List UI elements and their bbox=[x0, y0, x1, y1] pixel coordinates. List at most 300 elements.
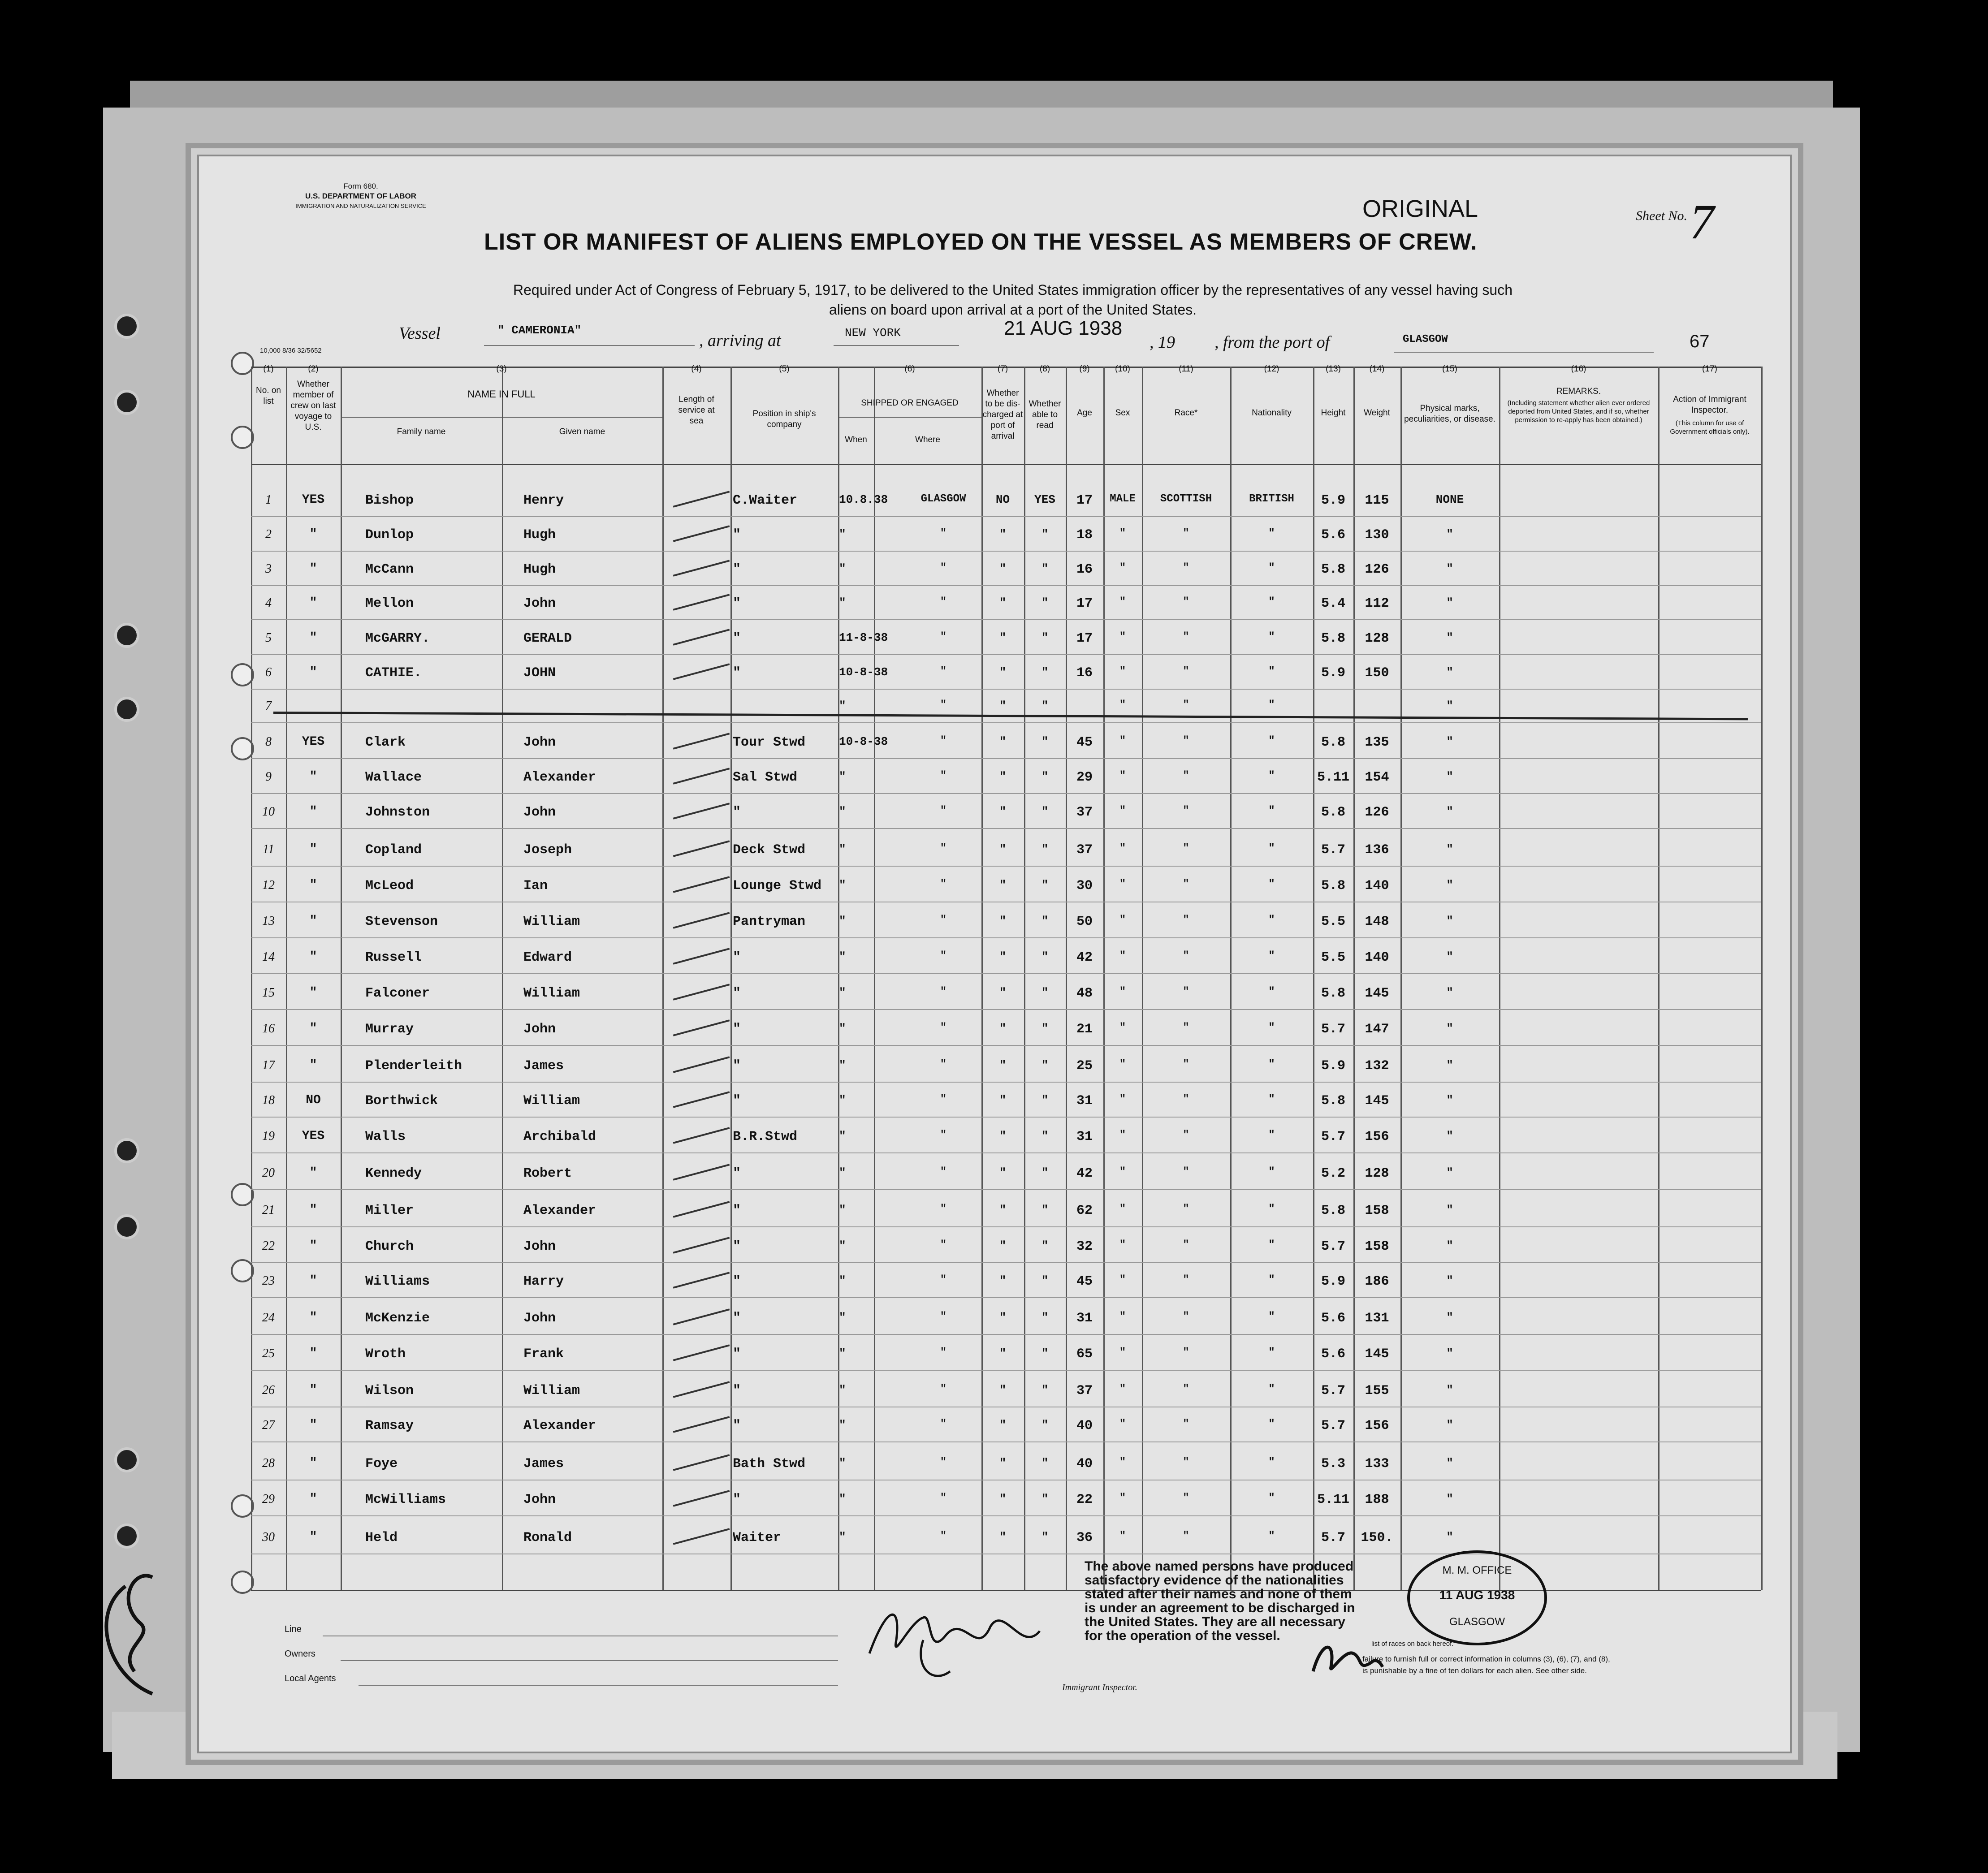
col-num-13: (13) bbox=[1326, 364, 1341, 374]
col-num-11: (11) bbox=[1179, 364, 1193, 374]
cell-position: " bbox=[733, 631, 741, 646]
cell-height: 5.8 bbox=[1321, 1203, 1345, 1218]
cell-when: " bbox=[839, 1311, 846, 1324]
cell-read: " bbox=[1041, 950, 1049, 963]
cell-race: " bbox=[1183, 1093, 1189, 1105]
penalty-line-1: failure to furnish full or correct information in columns (3), (6), (7), and (8), bbox=[1362, 1655, 1610, 1663]
cell-no: 7 bbox=[265, 699, 272, 713]
row-rule bbox=[251, 1370, 1761, 1371]
cell-nationality: " bbox=[1268, 1418, 1275, 1430]
cell-weight: 156 bbox=[1365, 1418, 1389, 1433]
cell-when: " bbox=[839, 699, 846, 712]
cell-prev: " bbox=[309, 1274, 317, 1288]
cell-no: 29 bbox=[262, 1492, 275, 1506]
cell-nationality: " bbox=[1268, 1239, 1275, 1251]
cell-where: " bbox=[940, 1456, 947, 1468]
cell-position: " bbox=[733, 950, 741, 965]
cell-marks: NONE bbox=[1435, 493, 1464, 506]
cell-read: " bbox=[1041, 1093, 1049, 1107]
cell-marks: " bbox=[1446, 1093, 1453, 1107]
col-header-action: Action of Immigrant Inspector. bbox=[1673, 395, 1746, 415]
cell-family: Johnston bbox=[365, 805, 430, 820]
cell-discharged: " bbox=[999, 878, 1007, 892]
cell-race: " bbox=[1183, 1203, 1189, 1215]
cell-given: Frank bbox=[523, 1346, 564, 1362]
cell-position: B.R.Stwd bbox=[733, 1129, 798, 1144]
cell-age: 65 bbox=[1076, 1346, 1093, 1362]
row-rule bbox=[251, 1117, 1761, 1118]
cell-family: Williams bbox=[365, 1274, 430, 1289]
cell-no: 20 bbox=[262, 1166, 275, 1180]
cell-family: Stevenson bbox=[365, 914, 438, 929]
from-port: GLASGOW bbox=[1403, 333, 1448, 345]
cell-height: 5.6 bbox=[1321, 1311, 1345, 1326]
cell-height: 5.8 bbox=[1321, 986, 1345, 1001]
cell-position: " bbox=[733, 665, 741, 681]
cell-where: " bbox=[940, 878, 947, 890]
cell-when: 10-8-38 bbox=[839, 735, 888, 748]
cell-race: " bbox=[1183, 878, 1189, 890]
cell-sex: " bbox=[1119, 914, 1126, 926]
back-note: list of races on back hereof. bbox=[1371, 1640, 1454, 1648]
col-num-9: (9) bbox=[1079, 364, 1090, 374]
cell-discharged: " bbox=[999, 1129, 1007, 1143]
cell-height: 5.8 bbox=[1321, 562, 1345, 577]
cell-weight: 147 bbox=[1365, 1022, 1389, 1037]
cell-age: 17 bbox=[1076, 596, 1093, 611]
cell-nationality: " bbox=[1268, 1311, 1275, 1323]
cell-when: " bbox=[839, 1274, 846, 1287]
cell-weight: 188 bbox=[1365, 1492, 1389, 1507]
cell-race: " bbox=[1183, 1129, 1189, 1141]
cell-discharged: " bbox=[999, 986, 1007, 999]
row-rule bbox=[251, 1515, 1761, 1516]
cell-weight: 145 bbox=[1365, 1346, 1389, 1362]
cell-family: Copland bbox=[365, 842, 422, 858]
cell-position: " bbox=[733, 1346, 741, 1362]
cell-weight: 133 bbox=[1365, 1456, 1389, 1472]
cell-weight: 136 bbox=[1365, 842, 1389, 858]
cell-height: 5.3 bbox=[1321, 1456, 1345, 1472]
cell-position: " bbox=[733, 1093, 741, 1109]
cell-position: " bbox=[733, 1239, 741, 1254]
cell-given: Alexander bbox=[523, 1203, 596, 1218]
cell-marks: " bbox=[1446, 699, 1453, 712]
cell-when: " bbox=[839, 1129, 846, 1143]
cell-weight: 128 bbox=[1365, 631, 1389, 646]
cell-sex: " bbox=[1119, 1274, 1126, 1286]
row-rule bbox=[251, 551, 1761, 552]
cell-weight: 115 bbox=[1365, 493, 1389, 508]
cell-no: 4 bbox=[265, 596, 272, 610]
cell-sex: " bbox=[1119, 842, 1126, 855]
punch-hole bbox=[114, 623, 139, 648]
cell-no: 25 bbox=[262, 1346, 275, 1360]
cell-discharged: " bbox=[999, 1418, 1007, 1432]
cell-where: " bbox=[940, 665, 947, 678]
cell-nationality: " bbox=[1268, 842, 1275, 855]
cell-discharged: " bbox=[999, 562, 1007, 575]
cell-height: 5.11 bbox=[1317, 1492, 1349, 1507]
cell-weight: 112 bbox=[1365, 596, 1389, 611]
cell-family: McLeod bbox=[365, 878, 414, 893]
cell-height: 5.4 bbox=[1321, 596, 1345, 611]
cell-nationality: " bbox=[1268, 950, 1275, 962]
cell-family: Bishop bbox=[365, 493, 414, 508]
cell-position: Pantryman bbox=[733, 914, 806, 929]
cell-where: " bbox=[940, 805, 947, 817]
cell-height: 5.11 bbox=[1317, 770, 1349, 785]
cell-position: Waiter bbox=[733, 1530, 782, 1545]
cell-height: 5.7 bbox=[1321, 1530, 1345, 1545]
cell-prev: " bbox=[309, 631, 317, 645]
cell-age: 16 bbox=[1076, 562, 1093, 577]
cell-read: " bbox=[1041, 1492, 1049, 1506]
cell-position: " bbox=[733, 596, 741, 611]
cell-position: " bbox=[733, 1022, 741, 1037]
cell-discharged: " bbox=[999, 805, 1007, 818]
cell-race: " bbox=[1183, 527, 1189, 539]
cell-age: 18 bbox=[1076, 527, 1093, 543]
row-rule bbox=[251, 1152, 1761, 1153]
form-id-block bbox=[287, 181, 435, 211]
cell-nationality: " bbox=[1268, 1166, 1275, 1178]
cell-when: " bbox=[839, 1530, 846, 1544]
cell-sex: " bbox=[1119, 527, 1126, 539]
cell-where: " bbox=[940, 1058, 947, 1070]
cell-given: John bbox=[523, 596, 556, 611]
cell-sex: " bbox=[1119, 1093, 1126, 1105]
cell-sex: " bbox=[1119, 1346, 1126, 1359]
cell-nationality: " bbox=[1268, 665, 1275, 678]
vessel-label: Vessel bbox=[399, 324, 441, 343]
cell-marks: " bbox=[1446, 842, 1453, 856]
name-subheader-rule bbox=[341, 417, 662, 418]
cell-nationality: " bbox=[1268, 1530, 1275, 1542]
cell-marks: " bbox=[1446, 986, 1453, 999]
cell-position: " bbox=[733, 1383, 741, 1398]
vessel-name: " CAMERONIA" bbox=[497, 324, 582, 337]
immigrant-inspector-label: Immigrant Inspector. bbox=[1062, 1683, 1137, 1692]
cell-discharged: " bbox=[999, 1530, 1007, 1544]
cell-family: Walls bbox=[365, 1129, 406, 1144]
cell-when: 10.8.38 bbox=[839, 493, 888, 506]
cell-sex: " bbox=[1119, 986, 1126, 998]
cell-given: William bbox=[523, 1383, 580, 1398]
cell-read: " bbox=[1041, 1530, 1049, 1544]
cell-no: 26 bbox=[262, 1383, 275, 1397]
cell-age: 22 bbox=[1076, 1492, 1093, 1507]
cell-sex: " bbox=[1119, 1456, 1126, 1468]
page-subtitle bbox=[394, 280, 1631, 319]
cell-no: 22 bbox=[262, 1239, 275, 1253]
cell-family: Wilson bbox=[365, 1383, 414, 1398]
cell-given: William bbox=[523, 914, 580, 929]
page-number: 67 bbox=[1690, 332, 1710, 351]
cell-discharged: " bbox=[999, 1346, 1007, 1360]
cell-family: Plenderleith bbox=[365, 1058, 462, 1074]
cell-discharged: " bbox=[999, 596, 1007, 609]
cell-read: " bbox=[1041, 878, 1049, 892]
cell-race: " bbox=[1183, 805, 1189, 817]
row-rule bbox=[251, 654, 1761, 655]
cell-read: " bbox=[1041, 1129, 1049, 1143]
cell-when: " bbox=[839, 878, 846, 892]
cell-no: 1 bbox=[265, 493, 272, 507]
cell-height: 5.6 bbox=[1321, 1346, 1345, 1362]
cell-where: " bbox=[940, 1203, 947, 1215]
cell-race: " bbox=[1183, 631, 1189, 643]
cell-race: " bbox=[1183, 699, 1189, 711]
cell-prev: " bbox=[309, 770, 317, 784]
cell-given: William bbox=[523, 1093, 580, 1109]
cell-position: " bbox=[733, 562, 741, 577]
col-header-when: When bbox=[845, 435, 867, 445]
cell-no: 23 bbox=[262, 1274, 275, 1288]
cell-age: 37 bbox=[1076, 842, 1093, 858]
cell-nationality: BRITISH bbox=[1249, 493, 1294, 505]
cell-family: Clark bbox=[365, 735, 406, 750]
cell-height: 5.8 bbox=[1321, 1093, 1345, 1109]
cell-prev: " bbox=[309, 805, 317, 819]
cell-read: " bbox=[1041, 1239, 1049, 1252]
row-rule bbox=[251, 793, 1761, 794]
cell-no: 28 bbox=[262, 1456, 275, 1470]
cell-discharged: NO bbox=[995, 493, 1010, 506]
cell-when: " bbox=[839, 596, 846, 609]
cell-given: Alexander bbox=[523, 1418, 596, 1433]
cell-given: Henry bbox=[523, 493, 564, 508]
cell-nationality: " bbox=[1268, 878, 1275, 890]
cell-race: " bbox=[1183, 562, 1189, 574]
cell-sex: " bbox=[1119, 699, 1126, 711]
cell-family: Russell bbox=[365, 950, 422, 965]
row-rule bbox=[251, 585, 1761, 586]
cell-race: " bbox=[1183, 770, 1189, 782]
cell-position: Bath Stwd bbox=[733, 1456, 806, 1472]
cell-position: " bbox=[733, 1058, 741, 1074]
cell-no: 24 bbox=[262, 1311, 275, 1325]
cell-when: " bbox=[839, 914, 846, 928]
cell-height: 5.5 bbox=[1321, 950, 1345, 965]
cell-marks: " bbox=[1446, 878, 1453, 892]
cell-weight: 148 bbox=[1365, 914, 1389, 929]
penalty-line-2: is punishable by a fine of ten dollars for each alien. See other side. bbox=[1362, 1666, 1587, 1675]
cell-given: John bbox=[523, 1311, 556, 1326]
cell-prev: YES bbox=[302, 1129, 325, 1143]
cell-prev: " bbox=[309, 1203, 317, 1217]
cell-family: CATHIE. bbox=[365, 665, 422, 681]
cell-nationality: " bbox=[1268, 1274, 1275, 1286]
row-rule bbox=[251, 1441, 1761, 1442]
cell-family: Held bbox=[365, 1530, 398, 1545]
cell-when: " bbox=[839, 1093, 846, 1107]
cell-when: 11-8-38 bbox=[839, 631, 888, 644]
cell-no: 14 bbox=[262, 950, 275, 964]
cell-marks: " bbox=[1446, 527, 1453, 541]
col-header-race: Race* bbox=[1174, 408, 1198, 418]
cell-read: " bbox=[1041, 842, 1049, 856]
cell-given: John bbox=[523, 805, 556, 820]
cell-no: 9 bbox=[265, 770, 272, 784]
cell-nationality: " bbox=[1268, 1093, 1275, 1105]
cell-read: " bbox=[1041, 986, 1049, 999]
row-rule bbox=[251, 1189, 1761, 1190]
col-header-where: Where bbox=[915, 435, 940, 445]
page-title: LIST OR MANIFEST OF ALIENS EMPLOYED ON THE VESSEL AS MEMBERS OF CREW. bbox=[484, 229, 1478, 255]
cell-sex: " bbox=[1119, 770, 1126, 782]
cell-no: 16 bbox=[262, 1022, 275, 1036]
cell-age: 31 bbox=[1076, 1311, 1093, 1326]
cell-read: " bbox=[1041, 1311, 1049, 1324]
cell-position: Sal Stwd bbox=[733, 770, 798, 785]
cell-height: 5.7 bbox=[1321, 1239, 1345, 1254]
cell-nationality: " bbox=[1268, 770, 1275, 782]
col-header-list-no: No. on list bbox=[256, 386, 281, 406]
cell-no: 18 bbox=[262, 1093, 275, 1107]
cell-when: " bbox=[839, 527, 846, 541]
cell-weight: 154 bbox=[1365, 770, 1389, 785]
cell-race: " bbox=[1183, 1311, 1189, 1323]
punch-hole bbox=[114, 1214, 139, 1239]
cell-marks: " bbox=[1446, 1129, 1453, 1143]
cell-prev: " bbox=[309, 527, 317, 541]
arriving-label: , arriving at bbox=[699, 331, 781, 350]
punch-hole bbox=[114, 1447, 139, 1472]
cell-given: John bbox=[523, 1239, 556, 1254]
cell-marks: " bbox=[1446, 1492, 1453, 1506]
col-header-sex: Sex bbox=[1115, 408, 1130, 418]
cell-weight: 140 bbox=[1365, 950, 1389, 965]
row-rule bbox=[251, 1334, 1761, 1335]
cell-age: 62 bbox=[1076, 1203, 1093, 1218]
cell-given: John bbox=[523, 1022, 556, 1037]
cell-marks: " bbox=[1446, 562, 1453, 575]
cell-sex: " bbox=[1119, 631, 1126, 643]
cell-age: 37 bbox=[1076, 805, 1093, 820]
col-num-15: (15) bbox=[1442, 364, 1457, 374]
cell-height: 5.7 bbox=[1321, 1418, 1345, 1433]
col-num-2: (2) bbox=[308, 364, 319, 374]
cell-race: " bbox=[1183, 842, 1189, 855]
cell-age: 40 bbox=[1076, 1456, 1093, 1472]
cell-no: 5 bbox=[265, 631, 272, 645]
cell-marks: " bbox=[1446, 1418, 1453, 1432]
cell-discharged: " bbox=[999, 1203, 1007, 1217]
margin-scribble bbox=[99, 1559, 206, 1712]
cell-nationality: " bbox=[1268, 914, 1275, 926]
cell-where: " bbox=[940, 842, 947, 855]
cell-sex: " bbox=[1119, 1383, 1126, 1395]
cell-discharged: " bbox=[999, 770, 1007, 783]
cell-when: " bbox=[839, 1058, 846, 1072]
cell-when: " bbox=[839, 1346, 846, 1360]
cell-no: 30 bbox=[262, 1530, 275, 1544]
cell-discharged: " bbox=[999, 950, 1007, 963]
cell-discharged: " bbox=[999, 1022, 1007, 1035]
cell-height: 5.7 bbox=[1321, 1383, 1345, 1398]
cell-when: " bbox=[839, 1203, 846, 1217]
cell-where: " bbox=[940, 699, 947, 711]
cell-height: 5.2 bbox=[1321, 1166, 1345, 1181]
subtitle-line-1: Required under Act of Congress of February 5, 1917, to be delivered to the United States immigration officer by the representatives of any vessel having such bbox=[513, 282, 1513, 298]
arrival-date: 21 AUG 1938 bbox=[1004, 317, 1123, 339]
cell-race: " bbox=[1183, 665, 1189, 678]
cell-prev: " bbox=[309, 1058, 317, 1072]
cell-nationality: " bbox=[1268, 1383, 1275, 1395]
cell-weight: 131 bbox=[1365, 1311, 1389, 1326]
cell-nationality: " bbox=[1268, 1456, 1275, 1468]
cell-nationality: " bbox=[1268, 631, 1275, 643]
cell-family: Kennedy bbox=[365, 1166, 422, 1181]
cell-age: 29 bbox=[1076, 770, 1093, 785]
cell-family: Ramsay bbox=[365, 1418, 414, 1433]
service-name: IMMIGRATION AND NATURALIZATION SERVICE bbox=[295, 203, 426, 209]
cell-where: " bbox=[940, 527, 947, 539]
table-header-rule bbox=[251, 464, 1761, 465]
col-num-1: (1) bbox=[263, 364, 274, 374]
cell-read: YES bbox=[1034, 493, 1055, 506]
cell-sex: " bbox=[1119, 1058, 1126, 1070]
cell-given: Robert bbox=[523, 1166, 572, 1181]
cell-race: " bbox=[1183, 1274, 1189, 1286]
cell-discharged: " bbox=[999, 1166, 1007, 1179]
cell-prev: NO bbox=[306, 1093, 321, 1107]
row-rule bbox=[251, 722, 1761, 723]
cell-sex: " bbox=[1119, 735, 1126, 747]
col-num-12: (12) bbox=[1264, 364, 1279, 374]
year-label: , 19 bbox=[1150, 333, 1175, 352]
cell-height: 5.9 bbox=[1321, 493, 1345, 508]
cell-marks: " bbox=[1446, 1239, 1453, 1252]
line-label: Line bbox=[285, 1624, 302, 1634]
cell-given: Edward bbox=[523, 950, 572, 965]
col-num-3: (3) bbox=[496, 364, 507, 374]
row-rule bbox=[251, 973, 1761, 974]
cell-age: 32 bbox=[1076, 1239, 1093, 1254]
cell-given: JOHN bbox=[523, 665, 556, 681]
row-rule bbox=[251, 937, 1761, 938]
inspector-signature bbox=[860, 1586, 1062, 1689]
cell-race: " bbox=[1183, 1492, 1189, 1504]
stamp-statement bbox=[1085, 1559, 1355, 1643]
cell-where: " bbox=[940, 1274, 947, 1286]
cell-marks: " bbox=[1446, 1311, 1453, 1324]
cell-position: " bbox=[733, 1203, 741, 1218]
cell-nationality: " bbox=[1268, 562, 1275, 574]
row-rule bbox=[251, 1082, 1761, 1083]
col-num-16: (16) bbox=[1571, 364, 1586, 374]
cell-discharged: " bbox=[999, 1093, 1007, 1107]
cell-nationality: " bbox=[1268, 735, 1275, 747]
cell-marks: " bbox=[1446, 805, 1453, 818]
cell-weight: 140 bbox=[1365, 878, 1389, 893]
punch-hole bbox=[114, 697, 139, 722]
col-header-given-name: Given name bbox=[559, 427, 605, 436]
row-rule bbox=[251, 1262, 1761, 1263]
cell-given: James bbox=[523, 1456, 564, 1472]
cell-family: McKenzie bbox=[365, 1311, 430, 1326]
punch-hole bbox=[114, 1138, 139, 1163]
cell-race: " bbox=[1183, 1383, 1189, 1395]
cell-read: " bbox=[1041, 735, 1049, 748]
cell-weight: 135 bbox=[1365, 735, 1389, 750]
cell-marks: " bbox=[1446, 1166, 1453, 1179]
cell-discharged: " bbox=[999, 1456, 1007, 1470]
cell-height: 5.9 bbox=[1321, 665, 1345, 681]
row-rule bbox=[251, 1226, 1761, 1227]
cell-position: " bbox=[733, 986, 741, 1001]
